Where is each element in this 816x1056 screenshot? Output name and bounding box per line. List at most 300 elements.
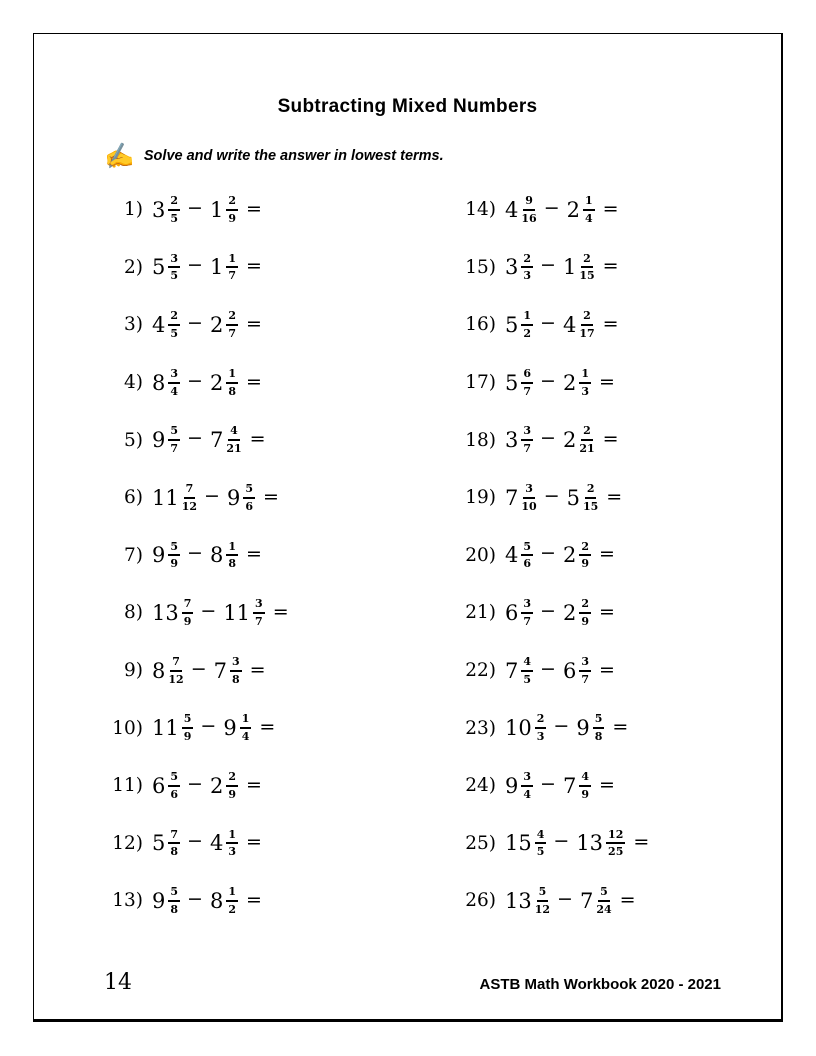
fraction-denominator: 7 — [581, 672, 589, 686]
mixed-number — [152, 597, 193, 629]
whole-number: 1 — [209, 255, 224, 280]
fraction — [521, 309, 533, 341]
whole-number: 13 — [505, 888, 532, 913]
minus-sign: − — [553, 830, 570, 853]
mixed-number — [227, 482, 255, 514]
fraction-numerator: 4 — [535, 828, 547, 845]
whole-number: 11 — [152, 485, 179, 510]
minus-sign: − — [204, 484, 220, 507]
whole-number: 4 — [152, 312, 166, 337]
mixed-number — [210, 540, 238, 572]
mixed-number — [223, 712, 251, 744]
problem-number: 20) — [465, 544, 496, 566]
problem-row — [109, 699, 289, 757]
fraction-denominator: 7 — [255, 614, 263, 628]
fraction-denominator: 15 — [582, 499, 599, 513]
equals-sign: = — [249, 428, 266, 451]
fraction-numerator: 1 — [240, 712, 252, 729]
whole-number: 5 — [505, 370, 519, 395]
fraction — [226, 309, 238, 341]
fraction-numerator: 12 — [606, 828, 625, 845]
problem-number: 22) — [465, 660, 496, 682]
whole-number: 15 — [505, 831, 532, 856]
whole-number: 2 — [209, 312, 224, 337]
fraction-denominator: 7 — [228, 269, 236, 283]
fraction — [535, 712, 547, 744]
problem-expression — [505, 252, 619, 284]
mixed-number — [505, 309, 533, 341]
page-title: Subtracting Mixed Numbers — [277, 96, 538, 117]
fraction — [168, 540, 180, 572]
fraction-numerator: 2 — [226, 194, 238, 211]
problem-expression — [505, 597, 615, 629]
whole-number: 4 — [505, 197, 519, 222]
equals-sign: = — [249, 658, 266, 681]
fraction — [243, 482, 255, 514]
problem-expression — [505, 885, 636, 917]
problem-expression — [505, 424, 619, 456]
equals-sign: = — [602, 312, 619, 335]
fraction-numerator: 4 — [228, 424, 240, 441]
fraction-denominator: 10 — [521, 499, 537, 513]
fraction-denominator: 5 — [523, 672, 532, 686]
whole-number: 10 — [505, 716, 532, 741]
problem-expression — [152, 828, 262, 860]
fraction — [521, 655, 533, 687]
whole-number: 2 — [209, 773, 224, 798]
minus-sign: − — [187, 542, 203, 565]
fraction-numerator: 1 — [226, 885, 238, 902]
fraction-numerator: 2 — [535, 712, 547, 729]
problems-column-left — [109, 181, 289, 930]
fraction-numerator: 2 — [168, 194, 180, 211]
whole-number: 9 — [226, 485, 241, 510]
minus-sign: − — [540, 657, 556, 680]
problem-expression — [152, 655, 266, 687]
mixed-number — [214, 655, 242, 687]
fraction — [230, 655, 242, 687]
fraction — [168, 828, 180, 860]
whole-number: 8 — [209, 888, 224, 913]
mixed-number — [223, 597, 264, 629]
fraction-denominator: 3 — [228, 845, 236, 859]
equals-sign: = — [612, 716, 629, 739]
fraction — [521, 424, 533, 456]
problem-row — [109, 469, 289, 527]
instruction-text: Solve and write the answer in lowest terms. — [143, 148, 444, 164]
whole-number: 6 — [562, 658, 577, 683]
fraction-numerator: 1 — [521, 309, 533, 326]
mixed-number — [210, 770, 238, 802]
mixed-number — [210, 309, 238, 341]
equals-sign: = — [245, 370, 262, 393]
problem-row — [109, 872, 289, 930]
problem-row — [109, 527, 289, 585]
problem-expression — [505, 770, 615, 802]
fraction-denominator: 8 — [231, 672, 240, 686]
minus-sign: − — [540, 599, 556, 622]
fraction — [168, 770, 180, 802]
fraction-numerator: 5 — [182, 712, 194, 729]
minus-sign: − — [187, 427, 203, 450]
fraction — [226, 194, 238, 226]
fraction-numerator: 5 — [537, 885, 549, 902]
minus-sign: − — [543, 196, 560, 219]
problem-number: 2) — [124, 256, 143, 278]
mixed-number — [563, 252, 595, 284]
fraction-numerator: 4 — [521, 655, 533, 672]
equals-sign: = — [602, 428, 619, 451]
whole-number: 8 — [209, 543, 224, 568]
fraction — [596, 885, 611, 917]
fraction-numerator: 3 — [168, 252, 180, 269]
problem-row — [109, 815, 289, 873]
fraction-denominator: 12 — [168, 672, 184, 686]
fraction-denominator: 8 — [170, 845, 179, 859]
fraction-numerator: 3 — [523, 482, 535, 499]
problem-expression — [152, 367, 262, 399]
fraction-numerator: 5 — [168, 540, 180, 557]
problem-number: 16) — [465, 314, 496, 336]
problem-expression — [505, 540, 615, 572]
minus-sign: − — [553, 715, 570, 738]
fraction-numerator: 2 — [521, 252, 533, 269]
equals-sign: = — [245, 888, 262, 911]
mixed-number — [210, 252, 238, 284]
fraction-numerator: 5 — [593, 712, 605, 729]
problem-number: 24) — [465, 775, 496, 797]
equals-sign: = — [259, 716, 276, 739]
whole-number: 6 — [505, 600, 519, 625]
fraction — [579, 309, 594, 341]
fraction-denominator: 8 — [228, 384, 236, 398]
fraction-denominator: 9 — [183, 730, 192, 744]
fraction-denominator: 6 — [170, 787, 179, 801]
fraction — [579, 655, 591, 687]
fraction — [240, 712, 252, 744]
mixed-number — [152, 655, 184, 687]
fraction — [226, 252, 238, 284]
fraction-denominator: 7 — [170, 442, 179, 456]
fraction-denominator: 6 — [523, 557, 532, 571]
problem-expression — [152, 252, 262, 284]
fraction — [168, 367, 180, 399]
fraction — [579, 424, 594, 456]
mixed-number — [505, 770, 533, 802]
fraction-numerator: 3 — [253, 597, 265, 614]
whole-number: 9 — [152, 543, 166, 568]
problem-expression — [505, 655, 615, 687]
whole-number: 13 — [152, 600, 179, 625]
fraction — [521, 252, 533, 284]
problem-number: 25) — [465, 832, 496, 854]
fraction-denominator: 9 — [228, 211, 236, 225]
fraction-numerator: 1 — [226, 252, 238, 269]
fraction-numerator: 3 — [579, 655, 591, 672]
minus-sign: − — [187, 772, 203, 795]
problem-expression — [152, 770, 262, 802]
whole-number: 5 — [566, 485, 580, 510]
fraction-denominator: 15 — [579, 269, 595, 283]
mixed-number — [210, 885, 238, 917]
fraction — [579, 770, 591, 802]
problem-number: 4) — [124, 372, 143, 394]
whole-number: 7 — [209, 428, 224, 453]
fraction-numerator: 5 — [521, 540, 533, 557]
whole-number: 7 — [505, 658, 519, 683]
fraction-denominator: 4 — [523, 787, 532, 801]
fraction-denominator: 9 — [581, 614, 589, 628]
mixed-number — [210, 194, 238, 226]
fraction-denominator: 6 — [245, 499, 253, 513]
equals-sign: = — [598, 543, 615, 566]
whole-number: 2 — [562, 543, 577, 568]
fraction-denominator: 5 — [170, 326, 179, 340]
fraction-numerator: 9 — [523, 194, 535, 211]
problem-number: 13) — [112, 890, 143, 912]
fraction-denominator: 21 — [226, 442, 242, 456]
problem-expression — [152, 885, 262, 917]
mixed-number — [210, 367, 238, 399]
fraction-denominator: 4 — [584, 211, 593, 225]
fraction — [593, 712, 605, 744]
problem-number: 9) — [124, 660, 143, 682]
whole-number: 8 — [152, 370, 166, 395]
problem-number: 17) — [465, 372, 496, 394]
mixed-number — [152, 367, 180, 399]
mixed-number — [567, 482, 599, 514]
problem-row — [109, 181, 289, 239]
problem-number: 23) — [465, 717, 496, 739]
fraction-denominator: 21 — [579, 442, 595, 456]
mixed-number — [505, 712, 546, 744]
problem-row — [109, 411, 289, 469]
problem-number: 14) — [465, 199, 496, 221]
problem-expression — [152, 482, 279, 514]
problem-expression — [152, 194, 262, 226]
fraction-denominator: 9 — [183, 614, 192, 628]
fraction — [521, 597, 533, 629]
fraction-denominator: 12 — [534, 902, 551, 916]
problem-number: 15) — [465, 256, 496, 278]
fraction-numerator: 2 — [581, 252, 593, 269]
fraction — [226, 367, 238, 399]
problem-row — [109, 642, 289, 700]
equals-sign: = — [598, 658, 615, 681]
fraction — [535, 828, 547, 860]
equals-sign: = — [598, 370, 615, 393]
mixed-number — [210, 424, 242, 456]
fraction-numerator: 2 — [226, 309, 238, 326]
problem-row — [462, 411, 649, 469]
fraction-denominator: 9 — [581, 557, 589, 571]
fraction — [168, 655, 183, 687]
fraction — [226, 770, 238, 802]
equals-sign: = — [598, 773, 615, 796]
equals-sign: = — [633, 831, 650, 854]
mixed-number — [505, 482, 537, 514]
problem-row — [462, 815, 649, 873]
minus-sign: − — [187, 196, 203, 219]
whole-number: 5 — [152, 255, 166, 280]
whole-number: 2 — [562, 370, 577, 395]
whole-number: 9 — [152, 888, 166, 913]
writing-hand-icon: ✍ — [102, 140, 136, 172]
problem-number: 7) — [124, 544, 143, 566]
fraction-numerator: 2 — [579, 597, 591, 614]
whole-number: 1 — [209, 197, 224, 222]
fraction-denominator: 3 — [523, 269, 532, 283]
problem-row — [462, 296, 649, 354]
whole-number: 9 — [576, 716, 590, 741]
fraction — [168, 252, 180, 284]
fraction-numerator: 2 — [581, 424, 593, 441]
equals-sign: = — [245, 773, 262, 796]
whole-number: 3 — [152, 197, 166, 222]
whole-number: 3 — [505, 428, 519, 453]
fraction — [579, 597, 591, 629]
equals-sign: = — [263, 485, 279, 508]
fraction — [168, 309, 180, 341]
mixed-number — [563, 597, 591, 629]
fraction-denominator: 4 — [241, 730, 250, 744]
problem-number: 11) — [112, 775, 143, 797]
fraction — [168, 885, 180, 917]
whole-number: 6 — [152, 773, 166, 798]
fraction-denominator: 12 — [181, 499, 198, 513]
mixed-number — [152, 482, 197, 514]
whole-number: 2 — [566, 197, 580, 222]
whole-number: 2 — [562, 428, 577, 453]
fraction-numerator: 7 — [168, 828, 180, 845]
fraction-numerator: 2 — [581, 309, 593, 326]
fraction — [583, 194, 595, 226]
whole-number: 7 — [562, 773, 577, 798]
mixed-number — [505, 540, 533, 572]
fraction — [182, 482, 197, 514]
mixed-number — [505, 194, 537, 226]
fraction-numerator: 3 — [521, 770, 533, 787]
fraction — [226, 885, 238, 917]
minus-sign: − — [557, 887, 573, 910]
fraction-numerator: 5 — [168, 770, 180, 787]
fraction-denominator: 9 — [228, 787, 236, 801]
fraction-numerator: 7 — [170, 655, 182, 672]
problem-number: 5) — [124, 429, 143, 451]
minus-sign: − — [187, 887, 203, 910]
whole-number: 4 — [209, 831, 224, 856]
mixed-number — [505, 655, 533, 687]
equals-sign: = — [245, 312, 262, 335]
minus-sign: − — [187, 311, 203, 334]
equals-sign: = — [245, 197, 262, 220]
problem-number: 3) — [124, 314, 143, 336]
fraction — [521, 194, 536, 226]
equals-sign: = — [602, 197, 619, 220]
equals-sign: = — [245, 543, 262, 566]
problem-expression — [505, 309, 619, 341]
problem-expression — [152, 712, 275, 744]
mixed-number — [152, 194, 180, 226]
problem-expression — [505, 712, 628, 744]
equals-sign: = — [602, 255, 619, 278]
minus-sign: − — [540, 369, 556, 392]
mixed-number — [576, 828, 625, 860]
fraction — [168, 424, 180, 456]
page-number: 14 — [104, 970, 132, 995]
fraction-numerator: 2 — [168, 309, 180, 326]
fraction-denominator: 8 — [594, 730, 603, 744]
whole-number: 13 — [576, 831, 604, 856]
fraction-denominator: 3 — [536, 730, 545, 744]
problem-row — [462, 239, 649, 297]
minus-sign: − — [200, 715, 217, 738]
problem-row — [109, 354, 289, 412]
fraction-denominator: 9 — [170, 557, 179, 571]
fraction — [535, 885, 550, 917]
problem-row — [109, 296, 289, 354]
whole-number: 2 — [209, 370, 224, 395]
minus-sign: − — [540, 254, 556, 277]
fraction-numerator: 4 — [579, 770, 591, 787]
fraction — [579, 367, 591, 399]
mixed-number — [505, 885, 550, 917]
mixed-number — [505, 367, 533, 399]
fraction-denominator: 2 — [228, 902, 236, 916]
fraction — [226, 540, 238, 572]
worksheet-page — [33, 33, 783, 1022]
fraction-numerator: 5 — [168, 885, 180, 902]
fraction-denominator: 8 — [228, 557, 236, 571]
mixed-number — [567, 194, 595, 226]
equals-sign: = — [272, 600, 289, 623]
problem-expression — [152, 597, 289, 629]
mixed-number — [152, 540, 180, 572]
whole-number: 7 — [505, 485, 519, 510]
problem-number: 18) — [465, 429, 496, 451]
whole-number: 5 — [505, 312, 519, 337]
fraction-denominator: 3 — [581, 384, 589, 398]
mixed-number — [505, 828, 546, 860]
whole-number: 9 — [152, 428, 166, 453]
problem-row — [462, 642, 649, 700]
whole-number: 11 — [152, 716, 179, 741]
equals-sign: = — [606, 485, 623, 508]
fraction — [606, 828, 625, 860]
whole-number: 4 — [505, 543, 519, 568]
problem-row — [462, 872, 649, 930]
mixed-number — [563, 770, 591, 802]
fraction-numerator: 3 — [168, 367, 180, 384]
whole-number: 5 — [152, 831, 166, 856]
whole-number: 11 — [223, 600, 251, 625]
mixed-number — [563, 540, 591, 572]
fraction-numerator: 6 — [521, 367, 533, 384]
mixed-number — [152, 424, 180, 456]
footer-workbook-title: ASTB Math Workbook 2020 - 2021 — [479, 976, 721, 993]
mixed-number — [210, 828, 238, 860]
fraction-numerator: 1 — [226, 367, 238, 384]
whole-number: 4 — [562, 312, 577, 337]
mixed-number — [563, 367, 591, 399]
fraction-denominator: 25 — [608, 845, 624, 859]
instruction-row — [102, 140, 444, 172]
mixed-number — [505, 424, 533, 456]
problem-row — [462, 354, 649, 412]
fraction — [182, 597, 194, 629]
fraction — [521, 770, 533, 802]
fraction — [226, 828, 238, 860]
